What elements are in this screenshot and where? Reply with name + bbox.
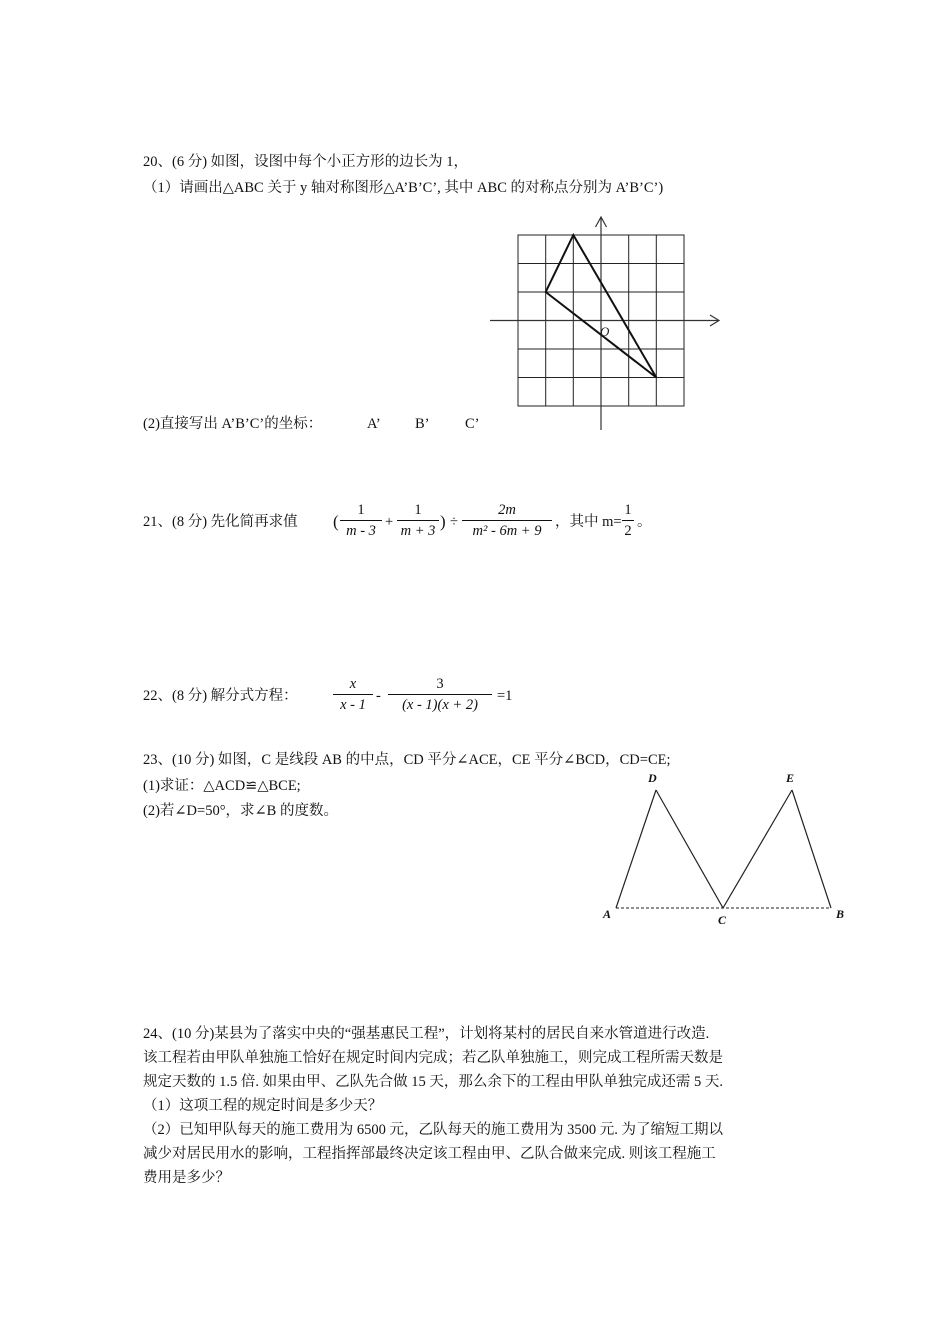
q22-fraction-1 <box>333 675 373 714</box>
q22-f2-den: (x - 1)(x + 2) <box>402 697 478 713</box>
q20-grid-figure <box>486 210 726 435</box>
q21-f1-den: m - 3 <box>346 523 376 539</box>
q24-line2: 该工程若由甲队单独施工恰好在规定时间内完成；若乙队单独施工，则完成工程所需天数是 <box>143 1050 723 1066</box>
q21-plus: + <box>385 514 394 530</box>
q22-rhs: =1 <box>497 688 513 704</box>
q22-minus: - <box>376 688 381 704</box>
q21-f1-num: 1 <box>357 502 365 518</box>
q21-prefix: 21、(8 分) 先化简再求值 <box>143 514 298 530</box>
q21-where: ，其中 m= <box>555 514 622 530</box>
q21-fraction-3 <box>462 501 552 540</box>
q21-div: ÷ <box>450 514 458 530</box>
q22-f2-num: 3 <box>436 676 444 692</box>
q20-title: 20、(6 分) 如图，设图中每个小正方形的边长为 1， <box>143 154 469 170</box>
q24-line5: （2）已知甲队每天的施工费用为 6500 元，乙队每天的施工费用为 3500 元. 为了缩短工期以 <box>143 1122 723 1138</box>
q20-part2-label: (2)直接写出 A’B’C’的坐标： <box>143 416 323 432</box>
q20-part2 <box>143 414 322 434</box>
label-e: E <box>786 771 795 785</box>
c-prime-label: C’ <box>465 416 480 432</box>
q23-part2: (2)若∠D=50°，求∠B 的度数。 <box>143 803 338 819</box>
q21-lparen: ( <box>333 512 339 531</box>
q21-m-den: 2 <box>624 523 632 539</box>
label-c: C <box>718 913 727 927</box>
q21-m-num: 1 <box>624 502 632 518</box>
origin-label: O <box>600 324 610 339</box>
q23-triangle-figure <box>596 766 860 932</box>
triangle-bce <box>723 790 831 908</box>
q21-f2-num: 1 <box>414 502 422 518</box>
label-b: B <box>836 907 845 921</box>
q22-f1-num: x <box>349 676 357 692</box>
q21-f3-num: 2m <box>498 502 516 518</box>
q24-line7: 费用是多少？ <box>143 1170 230 1186</box>
q21-f2-den: m + 3 <box>400 523 436 539</box>
q24-line1: 24、(10 分)某县为了落实中央的“强基惠民工程”，计划将某村的居民自来水管道进行改造. <box>143 1026 710 1042</box>
q20-part1: （1）请画出△ABC 关于 y 轴对称图形△A’B’C’, 其中 ABC 的对称点分别为 A’B’C’) <box>143 180 664 196</box>
q21-m-fraction <box>622 501 634 540</box>
q24-line6: 减少对居民用水的影响，工程指挥部最终决定该工程由甲、乙队合做来完成. 则该工程施工 <box>143 1146 716 1162</box>
q23-part1: (1)求证：△ACD≌△BCE; <box>143 778 301 794</box>
q24-line4: （1）这项工程的规定时间是多少天？ <box>143 1098 383 1114</box>
label-a: A <box>603 907 612 921</box>
a-prime-label: A’ <box>367 416 381 432</box>
q21-rparen: ) <box>440 512 446 531</box>
q22-prefix: 22、(8 分) 解分式方程： <box>143 688 298 704</box>
q23-title: 23、(10 分) 如图，C 是线段 AB 的中点，CD 平分∠ACE，CE 平分∠BCD，CD=CE; <box>143 752 671 768</box>
triangle-acd <box>616 790 723 908</box>
q21-f3-den: m² - 6m + 9 <box>472 523 542 539</box>
q21-end: 。 <box>637 514 652 530</box>
q21-fraction-1 <box>340 501 382 540</box>
q22-fraction-2 <box>388 675 492 714</box>
q22-f1-den: x - 1 <box>340 697 366 713</box>
label-d: D <box>648 771 657 785</box>
q21-fraction-2 <box>397 501 439 540</box>
q24-line3: 规定天数的 1.5 倍. 如果由甲、乙队先合做 15 天，那么余下的工程由甲队单独完成还需 5 天. <box>143 1074 723 1090</box>
b-prime-label: B’ <box>415 416 430 432</box>
